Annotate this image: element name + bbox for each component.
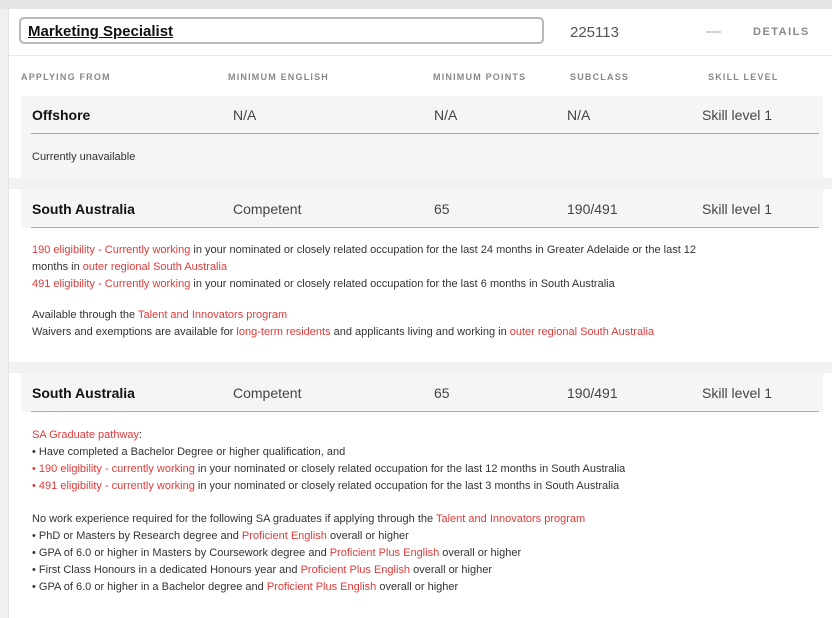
text: in your nominated or closely related occupation for the last 24 months in Greater Adelaide or the last 12 <box>190 244 697 256</box>
minimum-english: N/A <box>233 107 257 123</box>
col-minimum-points: MINIMUM POINTS <box>433 72 527 82</box>
occupation-header <box>9 9 832 56</box>
sa-graduate-pathway-link[interactable]: SA Graduate pathway <box>32 429 140 441</box>
currently-working-link[interactable]: Currently working <box>104 244 191 256</box>
sa-row-2 <box>21 373 823 412</box>
skill-level: Skill level 1 <box>702 107 773 123</box>
outer-regional-link[interactable]: outer regional South Australia <box>82 261 228 273</box>
applying-from: Offshore <box>32 107 91 123</box>
graduate-requirement <box>32 528 409 545</box>
text: • GPA of 6.0 or higher in a Bachelor degree and <box>32 581 267 593</box>
proficient-plus-english-link[interactable]: Proficient Plus English <box>300 564 411 576</box>
text: : <box>139 429 143 441</box>
anzsco-code: 225113 <box>570 24 619 41</box>
requirement-line <box>32 461 625 478</box>
col-subclass: SUBCLASS <box>570 72 630 82</box>
minimum-points: N/A <box>434 107 458 123</box>
waivers-line <box>32 324 654 341</box>
graduate-requirement <box>32 579 458 596</box>
proficient-plus-english-link[interactable]: Proficient Plus English <box>329 547 440 559</box>
subclass: 190/491 <box>567 385 618 401</box>
requirement-line: • Have completed a Bachelor Degree or higher qualification, and <box>32 446 346 458</box>
program-line <box>32 307 287 324</box>
eligibility-190-link[interactable]: 190 eligibility <box>32 244 95 256</box>
offshore-body <box>21 134 823 178</box>
dash-separator: — <box>706 23 721 40</box>
separator: - <box>94 244 105 256</box>
talent-innovators-link[interactable]: Talent and Innovators program <box>436 513 586 525</box>
subclass: 190/491 <box>567 201 618 217</box>
eligibility-line <box>32 242 696 259</box>
talent-innovators-link[interactable]: Talent and Innovators program <box>138 309 288 321</box>
sa-row-1 <box>21 189 823 228</box>
graduate-pathway-line <box>32 427 142 444</box>
text: overall or higher <box>326 530 409 542</box>
text: in your nominated or closely related occupation for the last 6 months in South Australia <box>190 278 615 290</box>
col-applying-from: APPLYING FROM <box>21 72 111 82</box>
text: overall or higher <box>410 564 492 576</box>
sa-body-1 <box>21 228 823 362</box>
text: months in <box>32 261 83 273</box>
occupation-title-box[interactable] <box>19 17 544 44</box>
text: overall or higher <box>376 581 459 593</box>
proficient-english-link[interactable]: Proficient English <box>241 530 327 542</box>
applying-from: South Australia <box>32 385 135 401</box>
eligibility-190-link[interactable]: 190 eligibility - currently working <box>38 463 195 475</box>
text: in your nominated or closely related occupation for the last 3 months in South Australia <box>194 480 620 492</box>
skill-level: Skill level 1 <box>702 201 773 217</box>
minimum-english: Competent <box>233 201 302 217</box>
details-button[interactable]: DETAILS <box>753 26 810 38</box>
separator: - <box>94 278 105 290</box>
eligibility-491-link[interactable]: 491 eligibility - currently working <box>38 480 195 492</box>
text: Waivers and exemptions are available for <box>32 326 237 338</box>
subclass: N/A <box>567 107 591 123</box>
col-minimum-english: MINIMUM ENGLISH <box>228 72 329 82</box>
text: • First Class Honours in a dedicated Honours year and <box>32 564 301 576</box>
bullet: • <box>32 463 39 475</box>
bullet: • <box>32 480 39 492</box>
eligibility-491-link[interactable]: 491 eligibility <box>32 278 95 290</box>
text: • GPA of 6.0 or higher in Masters by Coursework degree and <box>32 547 330 559</box>
minimum-english: Competent <box>233 385 302 401</box>
text: in your nominated or closely related occupation for the last 12 months in South Australia <box>194 463 626 475</box>
currently-working-link[interactable]: Currently working <box>104 278 191 290</box>
top-strip <box>0 0 832 9</box>
outer-regional-link[interactable]: outer regional South Australia <box>509 326 655 338</box>
occupation-title[interactable]: Marketing Specialist <box>28 23 174 40</box>
section-gap <box>9 178 832 189</box>
minimum-points: 65 <box>434 385 450 401</box>
occupation-card <box>8 9 832 618</box>
graduate-requirement <box>32 545 521 562</box>
eligibility-line <box>32 276 615 293</box>
sa-body-2 <box>21 412 823 618</box>
text: • PhD or Masters by Research degree and <box>32 530 242 542</box>
col-skill-level: SKILL LEVEL <box>708 72 779 82</box>
graduate-note-line <box>32 511 585 528</box>
graduate-requirement <box>32 562 492 579</box>
requirement-line <box>32 478 619 495</box>
text: Available through the <box>32 309 139 321</box>
proficient-plus-english-link[interactable]: Proficient Plus English <box>266 581 377 593</box>
offshore-row <box>21 96 823 134</box>
applying-from: South Australia <box>32 201 135 217</box>
text: No work experience required for the following SA graduates if applying through the <box>32 513 436 525</box>
long-term-residents-link[interactable]: long-term residents <box>236 326 331 338</box>
skill-level: Skill level 1 <box>702 385 773 401</box>
section-gap <box>9 362 832 373</box>
eligibility-line <box>32 259 227 276</box>
text: overall or higher <box>439 547 522 559</box>
minimum-points: 65 <box>434 201 450 217</box>
availability-note: Currently unavailable <box>32 151 136 163</box>
text: and applicants living and working in <box>330 326 510 338</box>
